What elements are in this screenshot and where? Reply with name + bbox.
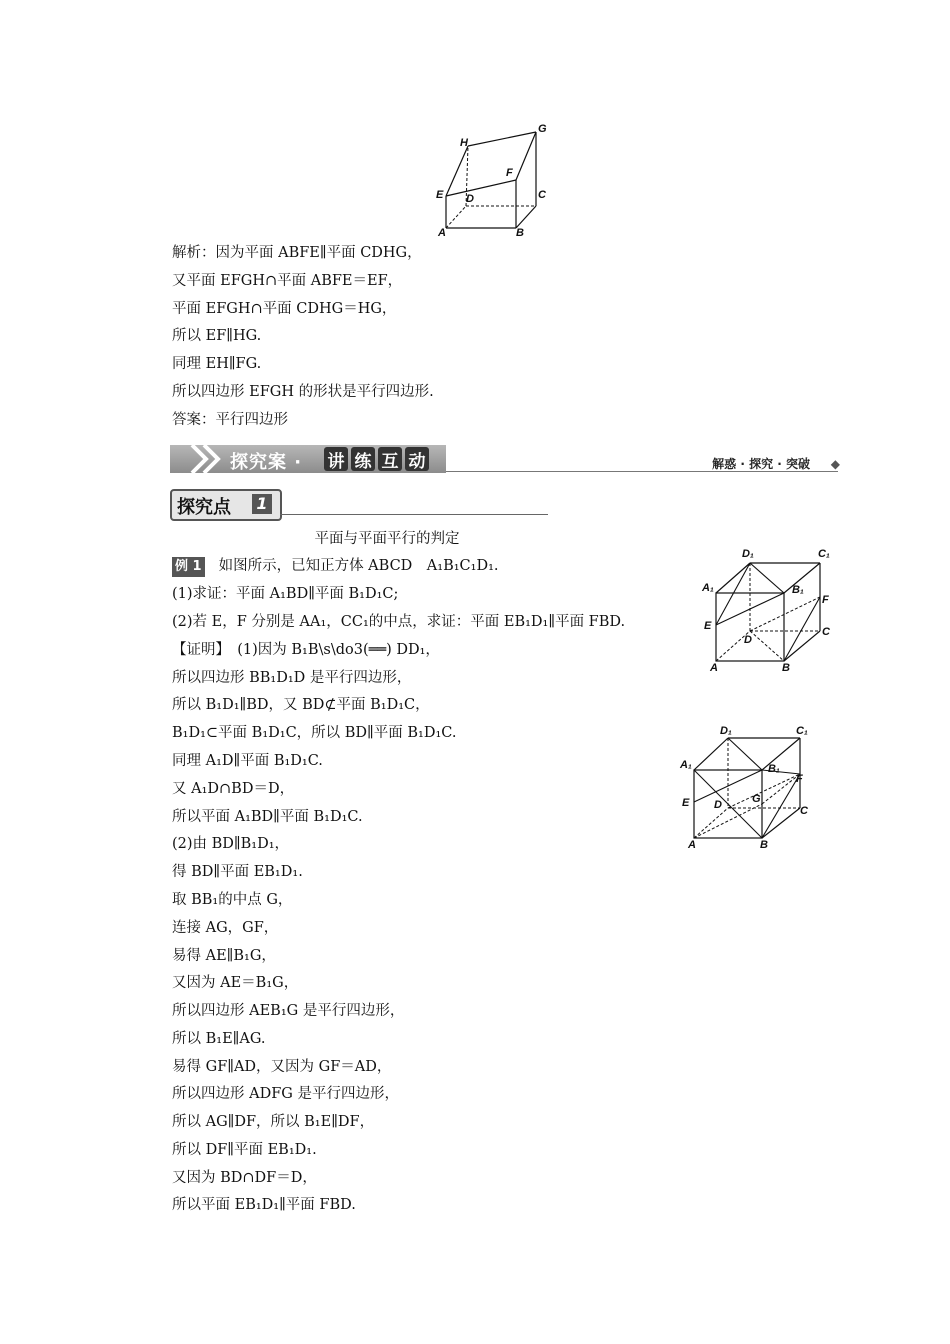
analysis-line: 又平面 EFGH∩平面 ABFE＝EF， — [172, 273, 403, 289]
topic-title: 平面与平面平行的判定 — [314, 531, 460, 547]
diamond-icon: ◆ — [830, 457, 840, 471]
vertex-label: B — [782, 662, 790, 674]
proof-line: 取 BB₁的中点 G， — [172, 892, 293, 908]
proof-line: 所以平面 A₁BD∥平面 B₁D₁C. — [172, 809, 363, 825]
cube-figure-2 — [678, 722, 818, 852]
section-label — [170, 489, 282, 521]
vertex-label: C₁ — [796, 725, 808, 737]
example-line — [172, 556, 499, 577]
proof-line: 所以 B₁D₁∥BD，又 BD⊄平面 B₁D₁C， — [172, 697, 430, 713]
analysis-line: 同理 EH∥FG. — [172, 356, 262, 372]
vertex-label: A — [688, 839, 696, 851]
vertex-label: D — [744, 634, 752, 646]
vertex-label: D — [714, 799, 722, 811]
chevron-icon — [188, 441, 228, 477]
vertex-label: F — [796, 773, 803, 785]
banner-title: 探究案 · — [230, 452, 303, 473]
proof-line: 所以 AG∥DF，所以 B₁E∥DF， — [172, 1114, 375, 1130]
section-label-text: 探究点 — [177, 497, 231, 518]
vertex-label: G — [538, 123, 547, 135]
vertex-label: D₁ — [720, 725, 732, 737]
analysis-line: 解析：因为平面 ABFE∥平面 CDHG， — [172, 245, 422, 261]
banner-tiles — [324, 447, 429, 471]
proof-line: 所以四边形 ADFG 是平行四边形， — [172, 1086, 399, 1102]
banner-tile: 动 — [405, 447, 429, 471]
vertex-label: C — [538, 189, 546, 201]
answer-line: 答案：平行四边形 — [172, 412, 288, 428]
proof-line: 同理 A₁D∥平面 B₁D₁C. — [172, 753, 323, 769]
analysis-line: 所以四边形 EFGH 的形状是平行四边形. — [172, 384, 434, 400]
proof-line: 【证明】 (1)因为 B₁B\s\do3(══) DD₁， — [172, 642, 440, 658]
analysis-line: 平面 EFGH∩平面 CDHG＝HG， — [172, 301, 397, 317]
banner-subtitle: 解惑 · 探究 · 突破 — [712, 457, 810, 471]
example-line: (2)若 E，F 分别是 AA₁，CC₁的中点，求证：平面 EB₁D₁∥平面 FBD. — [172, 614, 626, 630]
proof-line: 又 A₁D∩BD＝D， — [172, 781, 295, 797]
vertex-label: C — [822, 626, 830, 638]
proof-line: 易得 GF∥AD，又因为 GF＝AD， — [172, 1059, 392, 1075]
vertex-label: D₁ — [742, 548, 754, 560]
vertex-label: A — [438, 227, 446, 238]
vertex-label: F — [506, 167, 513, 179]
vertex-label: G — [752, 793, 761, 805]
example-line: (1)求证：平面 A₁BD∥平面 B₁D₁C; — [172, 586, 399, 602]
proof-line: 得 BD∥平面 EB₁D₁. — [172, 864, 303, 880]
vertex-label: B₁ — [768, 763, 780, 775]
example-badge: 例 1 — [172, 557, 205, 577]
vertex-label: E — [436, 189, 444, 201]
vertex-label: A₁ — [680, 759, 692, 771]
example-text: 如图所示，已知正方体 ABCD A₁B₁C₁D₁. — [218, 558, 499, 574]
banner-tile: 练 — [351, 447, 375, 471]
proof-line: 所以 B₁E∥AG. — [172, 1031, 266, 1047]
section-banner — [170, 441, 840, 477]
proof-line: 又因为 BD∩DF＝D， — [172, 1170, 317, 1186]
proof-line: 所以四边形 AEB₁G 是平行四边形， — [172, 1003, 405, 1019]
vertex-label: C₁ — [818, 548, 830, 560]
vertex-label: A — [710, 662, 718, 674]
proof-line: 所以 DF∥平面 EB₁D₁. — [172, 1142, 317, 1158]
cube-figure-1 — [700, 545, 840, 675]
vertex-label: B — [516, 227, 524, 238]
banner-tile: 讲 — [324, 447, 348, 471]
analysis-line: 所以 EF∥HG. — [172, 328, 262, 344]
section-number: 1 — [252, 494, 272, 514]
vertex-label: E — [704, 620, 712, 632]
vertex-label: A₁ — [702, 582, 714, 594]
vertex-label: C — [800, 805, 808, 817]
proof-line: 所以四边形 BB₁D₁D 是平行四边形， — [172, 670, 412, 686]
vertex-label: F — [822, 594, 829, 606]
banner-tile: 互 — [378, 447, 402, 471]
section-rule — [280, 514, 548, 515]
proof-line: 连接 AG，GF， — [172, 920, 279, 936]
vertex-label: B — [760, 839, 768, 851]
proof-line: B₁D₁⊂平面 B₁D₁C，所以 BD∥平面 B₁D₁C. — [172, 725, 457, 741]
vertex-label: H — [460, 137, 468, 149]
vertex-label: E — [682, 797, 690, 809]
proof-line: 又因为 AE＝B₁G， — [172, 975, 299, 991]
vertex-label: D — [466, 193, 474, 205]
proof-line: (2)由 BD∥B₁D₁， — [172, 836, 290, 852]
proof-line: 易得 AE∥B₁G， — [172, 948, 276, 964]
prism-figure — [432, 120, 552, 238]
vertex-label: B₁ — [792, 584, 804, 596]
proof-line: 所以平面 EB₁D₁∥平面 FBD. — [172, 1197, 356, 1213]
